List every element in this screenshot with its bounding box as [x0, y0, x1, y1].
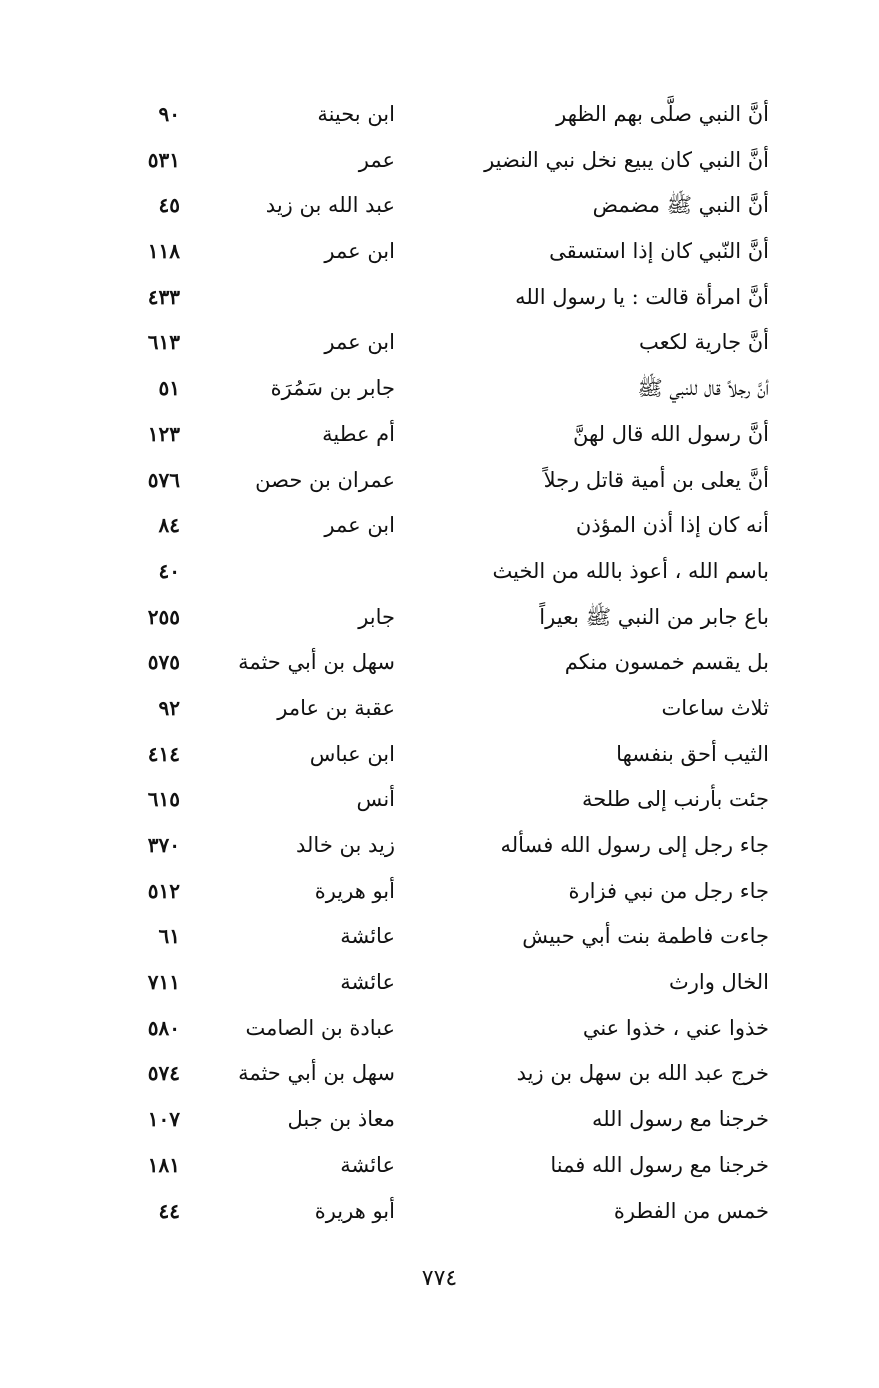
hadith-number: ٩٢ [158, 695, 180, 720]
narrator-name: سهل بن أبي حثمة [238, 1061, 395, 1086]
narrator-name: عبادة بن الصامت [245, 1015, 395, 1040]
hadith-text: أنَّ النّبي كان إذا استسقى [549, 239, 769, 264]
index-row [0, 320, 879, 366]
narrator-name: أنس [356, 787, 395, 812]
narrator-name: أبو هريرة [314, 878, 395, 903]
index-row [0, 1097, 879, 1143]
narrator-name: ابن عمر [324, 239, 395, 264]
page-number: ٧٧٤ [421, 1266, 458, 1291]
hadith-number: ٥٣١ [147, 147, 180, 172]
index-row [0, 732, 879, 778]
hadith-number: ٦١٥ [147, 787, 180, 812]
hadith-text: أنَّ جارية لكعب [639, 330, 769, 355]
index-row [0, 823, 879, 869]
hadith-number: ٥١ [158, 376, 180, 401]
index-row [0, 549, 879, 595]
index-row [0, 183, 879, 229]
hadith-text: ثلاث ساعات [661, 695, 769, 720]
hadith-text: أنَّ يعلى بن أمية قاتل رجلاً [543, 467, 769, 492]
narrator-name [155, 549, 395, 595]
hadith-text: أنَّ النبي كان يبيع نخل نبي النضير [484, 147, 769, 172]
narrator-name: عائشة [340, 1152, 395, 1177]
narrator-name: معاذ بن جبل [287, 1107, 395, 1132]
hadith-number: ٣٧٠ [147, 833, 180, 857]
index-row [0, 1189, 879, 1235]
hadith-text: أنَّ امرأة قالت : يا رسول الله [515, 284, 769, 309]
hadith-text: أنَّ النبي ﷺ مضمض [592, 193, 769, 218]
hadith-text: أنَّ رسول الله قال لهنَّ [572, 421, 769, 446]
hadith-number: ٦١ [158, 924, 180, 949]
hadith-text: باع جابر من النبي ﷺ بعيراً [539, 604, 769, 629]
hadith-text: خمس من الفطرة [613, 1198, 769, 1223]
narrator-name: ابن عمر [324, 330, 395, 355]
index-row [0, 366, 879, 412]
hadith-number: ٩٠ [158, 102, 180, 126]
hadith-text: جاءت فاطمة بنت أبي حبيش [522, 924, 769, 949]
hadith-number: ٤٣٣ [147, 284, 180, 309]
narrator-name: ابن بحينة [317, 102, 395, 126]
index-row [0, 138, 879, 184]
hadith-number: ٥٧٤ [147, 1061, 180, 1086]
hadith-index-table [0, 92, 879, 1234]
hadith-text: جاء رجل من نبي فزارة [568, 878, 769, 903]
hadith-text: أنَّ النبي صلَّى بهم الظهر [556, 102, 769, 126]
index-row [0, 1051, 879, 1097]
index-row [0, 1006, 879, 1052]
hadith-number: ١٨١ [147, 1152, 180, 1177]
hadith-number: ١١٨ [147, 239, 180, 264]
index-row [0, 914, 879, 960]
narrator-name: جابر بن سَمُرَة [270, 376, 395, 401]
index-row [0, 412, 879, 458]
hadith-number: ٤١٤ [147, 741, 180, 766]
hadith-text: أنَّ رجلاً قال للنبي ﷺ [637, 376, 769, 401]
hadith-number: ٧١١ [147, 970, 180, 995]
hadith-number: ١٢٣ [147, 421, 180, 446]
narrator-name: سهل بن أبي حثمة [238, 650, 395, 675]
hadith-text: خرجنا مع رسول الله فمنا [550, 1152, 769, 1177]
narrator-name: عائشة [340, 970, 395, 995]
hadith-text: جاء رجل إلى رسول الله فسأله [500, 833, 769, 857]
index-row [0, 275, 879, 321]
narrator-name: ابن عمر [324, 513, 395, 538]
hadith-number: ٤٤ [158, 1198, 180, 1223]
narrator-name: عقبة بن عامر [277, 695, 395, 720]
hadith-text: أنه كان إذا أذن المؤذن [575, 513, 769, 538]
hadith-number: ٥١٢ [147, 878, 180, 903]
hadith-number: ٥٧٥ [147, 650, 180, 675]
hadith-number: ٤٥ [158, 193, 180, 218]
hadith-number: ٨٤ [158, 513, 180, 538]
narrator-name: عمر [358, 147, 395, 172]
index-row [0, 869, 879, 915]
index-row [0, 960, 879, 1006]
index-row [0, 640, 879, 686]
hadith-text: خذوا عني ، خذوا عني [582, 1015, 769, 1040]
hadith-number: ١٠٧ [147, 1107, 180, 1132]
narrator-name: ابن عباس [309, 741, 395, 766]
hadith-text: الثيب أحق بنفسها [616, 741, 769, 766]
index-row [0, 777, 879, 823]
index-row [0, 92, 879, 138]
hadith-number: ٥٧٦ [147, 467, 180, 492]
hadith-text: الخال وارث [668, 970, 769, 995]
index-row [0, 1143, 879, 1189]
narrator-name [155, 275, 395, 321]
index-row [0, 686, 879, 732]
hadith-text: خرج عبد الله بن سهل بن زيد [516, 1061, 769, 1086]
index-row [0, 503, 879, 549]
narrator-name: عمران بن حصن [255, 467, 395, 492]
index-row [0, 458, 879, 504]
hadith-text: باسم الله ، أعوذ بالله من الخيث [492, 558, 769, 583]
index-row [0, 595, 879, 641]
narrator-name: أبو هريرة [314, 1198, 395, 1223]
narrator-name: عائشة [340, 924, 395, 949]
narrator-name: أم عطية [322, 421, 395, 446]
narrator-name: عبد الله بن زيد [265, 193, 395, 218]
hadith-text: جئت بأرنب إلى طلحة [581, 787, 769, 812]
hadith-number: ٦١٣ [147, 330, 180, 355]
hadith-number: ٥٨٠ [147, 1015, 180, 1040]
hadith-number: ٤٠ [158, 558, 180, 583]
narrator-name: زيد بن خالد [296, 833, 395, 857]
narrator-name: جابر [358, 604, 395, 629]
hadith-number: ٢٥٥ [147, 604, 180, 629]
hadith-text: بل يقسم خمسون منكم [564, 650, 769, 675]
index-row [0, 229, 879, 275]
hadith-text: خرجنا مع رسول الله [591, 1107, 769, 1132]
